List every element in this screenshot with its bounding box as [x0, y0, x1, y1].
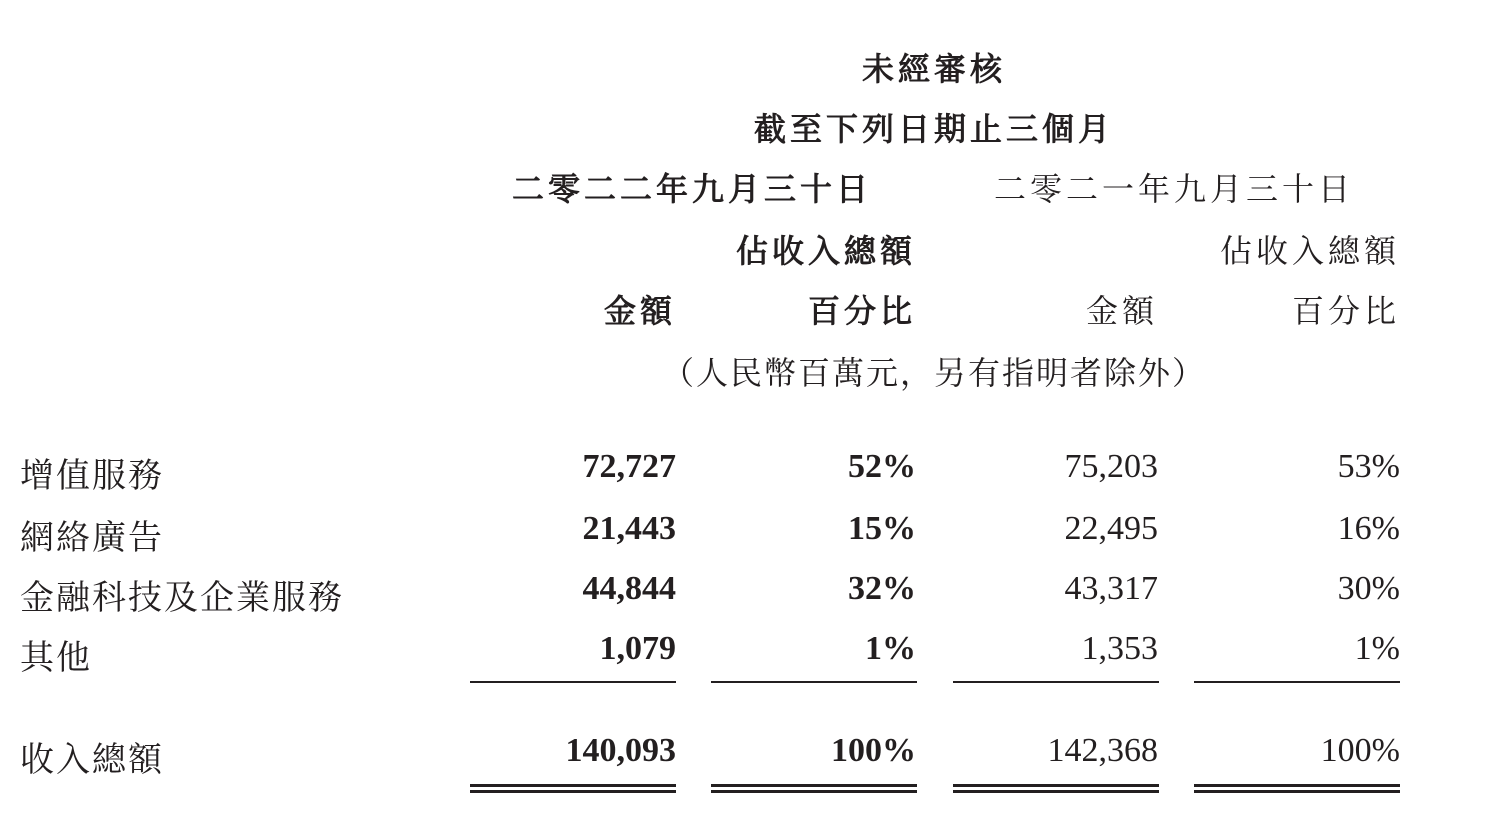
percent-2021-cell: 53% — [1337, 448, 1400, 485]
percent-2021-cell: 30% — [1337, 570, 1400, 607]
date-2022-heading: 二零二二年九月三十日 — [511, 171, 873, 207]
percent-2022-cell: 52% — [848, 448, 916, 485]
amount-2021-cell: 1,353 — [1081, 630, 1158, 667]
subtotal-rule — [711, 681, 917, 683]
row-label: 網絡廣告 — [20, 520, 164, 557]
row-label: 增值服務 — [20, 458, 164, 495]
audit-status-heading: 未經審核 — [861, 51, 1007, 87]
total-percent-2022: 100% — [831, 732, 916, 769]
amount-2021-cell: 75,203 — [1064, 448, 1158, 485]
total-double-rule — [1194, 784, 1400, 793]
unit-note: （人民幣百萬元，另有指明者除外） — [661, 355, 1207, 391]
subtotal-rule — [953, 681, 1159, 683]
percent-2021-cell: 16% — [1337, 510, 1400, 547]
period-heading: 截至下列日期止三個月 — [753, 111, 1115, 147]
percent-2021-cell: 1% — [1354, 630, 1400, 667]
amount-2022-cell: 21,443 — [582, 510, 676, 547]
total-double-rule — [470, 784, 676, 793]
subtotal-rule — [470, 681, 676, 683]
total-label: 收入總額 — [20, 742, 164, 779]
percent-2021-heading: 百分比 — [1291, 293, 1400, 329]
pct-of-total-2021-heading: 佔收入總額 — [1219, 233, 1400, 269]
amount-2022-cell: 72,727 — [582, 448, 676, 485]
percent-2022-cell: 1% — [865, 630, 916, 667]
percent-2022-cell: 32% — [848, 570, 916, 607]
total-double-rule — [953, 784, 1159, 793]
amount-2022-cell: 1,079 — [599, 630, 676, 667]
total-amount-2021: 142,368 — [1047, 732, 1158, 769]
total-percent-2021: 100% — [1320, 732, 1400, 769]
total-amount-2022: 140,093 — [565, 732, 676, 769]
date-2021-heading: 二零二一年九月三十日 — [993, 171, 1355, 207]
amount-2021-heading: 金額 — [1085, 293, 1158, 329]
row-label: 其他 — [20, 640, 92, 677]
amount-2022-cell: 44,844 — [582, 570, 676, 607]
row-label: 金融科技及企業服務 — [20, 580, 344, 617]
percent-2022-cell: 15% — [848, 510, 916, 547]
amount-2022-heading: 金額 — [603, 293, 676, 329]
total-double-rule — [711, 784, 917, 793]
amount-2021-cell: 22,495 — [1064, 510, 1158, 547]
pct-of-total-2022-heading: 佔收入總額 — [735, 233, 916, 269]
amount-2021-cell: 43,317 — [1064, 570, 1158, 607]
subtotal-rule — [1194, 681, 1400, 683]
percent-2022-heading: 百分比 — [807, 293, 916, 329]
